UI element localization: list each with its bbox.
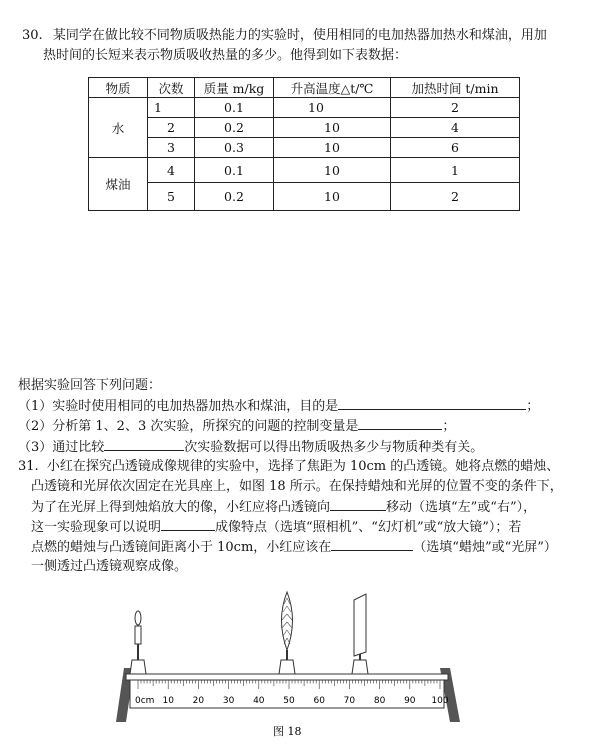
q31-line4 [31, 518, 521, 537]
ruler-label: 60 [313, 696, 325, 706]
cell-trial: 5 [148, 183, 195, 211]
q31-l3-text: 为了在光屏上得到烛焰放大的像，小红应将凸透镜向 [31, 500, 331, 515]
cell-mass: 0.1 [195, 158, 274, 183]
bench-rail [126, 674, 448, 680]
candle [130, 611, 146, 674]
sub3-text: （3）通过比较 [18, 440, 105, 455]
q31-l4-text: 这一实验现象可以说明 [31, 520, 162, 535]
cell-temp: 10 [274, 98, 391, 118]
ruler-label: 70 [343, 696, 356, 706]
header-trial: 次数 [148, 78, 195, 98]
ruler-label: 40 [253, 696, 265, 706]
cell-trial: 3 [148, 138, 195, 158]
q31-l5-end: （选填“蜡烛”或“光屏”） [413, 540, 557, 555]
q30-sub1 [18, 397, 539, 416]
table-row [89, 98, 520, 118]
screen-holder [352, 660, 368, 674]
header-substance: 物质 [89, 78, 148, 98]
ruler-label: 80 [373, 696, 386, 706]
sub1-text: （1）实验时使用相同的电加热器加热水和煤油，目的是 [18, 399, 339, 414]
q31-line2: 凸透镜和光屏依次固定在光具座上，如图 18 所示。在保持蜡烛和光屏的位置不变的条件下， [31, 479, 563, 494]
q31-l3-end: 移动（选填“左”或“右”）， [386, 500, 537, 515]
figure-caption: 图 18 [273, 725, 302, 738]
ruler-label: 20 [192, 696, 205, 706]
cell-mass: 0.2 [195, 183, 274, 211]
convex-lens [279, 592, 295, 674]
cell-mass: 0.3 [195, 138, 274, 158]
sub1-answer-blank[interactable] [338, 397, 526, 410]
ruler-label: 100 [431, 696, 449, 706]
lens-body [282, 592, 293, 650]
q31-line6: 一侧透过凸透镜观察成像。 [31, 559, 188, 574]
screen-panel [354, 594, 366, 656]
header-mass: 质量 m/kg [195, 78, 274, 98]
ruler-label: 10 [162, 696, 174, 706]
q30-sub3 [18, 438, 483, 457]
lens-direction-blank[interactable] [330, 498, 386, 511]
q31-number: 31. [18, 459, 39, 474]
q30-sub2 [18, 417, 455, 436]
cell-mass: 0.2 [195, 118, 274, 138]
q31-line1 [18, 458, 559, 476]
substance-water: 水 [89, 98, 148, 158]
candle-body [135, 626, 141, 644]
header-time: 加热时间 t/min [391, 78, 520, 98]
q31-line5 [31, 538, 557, 557]
q31-l4-end: 成像特点（选填“照相机”、“幻灯机”或“放大镜”）；若 [215, 520, 522, 535]
table-row [89, 138, 520, 158]
q30-line2: 热时间的长短来表示物质吸收热量的多少。他得到如下表数据： [43, 48, 408, 63]
imaging-device-blank[interactable] [161, 518, 215, 531]
table-row [89, 183, 520, 211]
sub2-text: （2）分析第 1、2、3 次实验，所探究的问题的控制变量是 [18, 419, 359, 434]
cell-mass: 0.1 [195, 98, 274, 118]
q30-number: 30. [22, 28, 43, 43]
cell-temp: 10 [274, 183, 391, 211]
ruler-label: 30 [222, 696, 235, 706]
cell-time: 4 [391, 118, 520, 138]
sub3-end: 次实验数据可以得出物质吸热多少与物质种类有关。 [184, 440, 484, 455]
cell-time: 2 [391, 183, 520, 211]
sub3-answer-blank[interactable] [104, 438, 184, 451]
cell-trial: 2 [148, 118, 195, 138]
cell-time: 1 [391, 158, 520, 183]
ruler-label: 50 [283, 696, 295, 706]
q30-text-1: 某同学在做比较不同物质吸热能力的实验时，使用相同的电加热器加热水和煤油，用加 [52, 28, 547, 43]
cell-temp: 10 [274, 118, 391, 138]
q30-line1 [22, 27, 547, 45]
q31-line3 [31, 498, 536, 517]
ruler-label: 0cm [135, 696, 155, 706]
q31-text-1: 小红在探究凸透镜成像规律的实验中，选择了焦距为 10cm 的凸透镜。她将点燃的蜡烛、 [46, 459, 560, 474]
table-header-row [89, 78, 520, 98]
cell-trial: 4 [148, 158, 195, 183]
observe-side-blank[interactable] [331, 538, 413, 551]
ruler-label: 90 [404, 696, 416, 706]
optical-bench-figure [110, 590, 480, 740]
sub2-answer-blank[interactable] [358, 417, 442, 430]
light-screen [352, 594, 368, 674]
cell-temp: 10 [274, 138, 391, 158]
table-row [89, 118, 520, 138]
experiment-table [88, 77, 520, 211]
q31-l5-text: 点燃的蜡烛与凸透镜间距离小于 10cm，小红应该在 [31, 540, 332, 555]
header-temp: 升高温度△t/℃ [274, 78, 391, 98]
cell-time: 2 [391, 98, 520, 118]
table-row [89, 158, 520, 183]
sub1-end: ； [526, 399, 540, 414]
lens-holder [279, 660, 295, 674]
sub2-end: ； [442, 419, 456, 434]
cell-temp: 10 [274, 158, 391, 183]
cell-trial: 1 [148, 98, 195, 118]
q30-prompt: 根据实验回答下列问题： [18, 378, 162, 393]
substance-kerosene: 煤油 [89, 158, 148, 211]
cell-time: 6 [391, 138, 520, 158]
candle-holder [130, 660, 146, 674]
candle-flame [135, 611, 141, 625]
